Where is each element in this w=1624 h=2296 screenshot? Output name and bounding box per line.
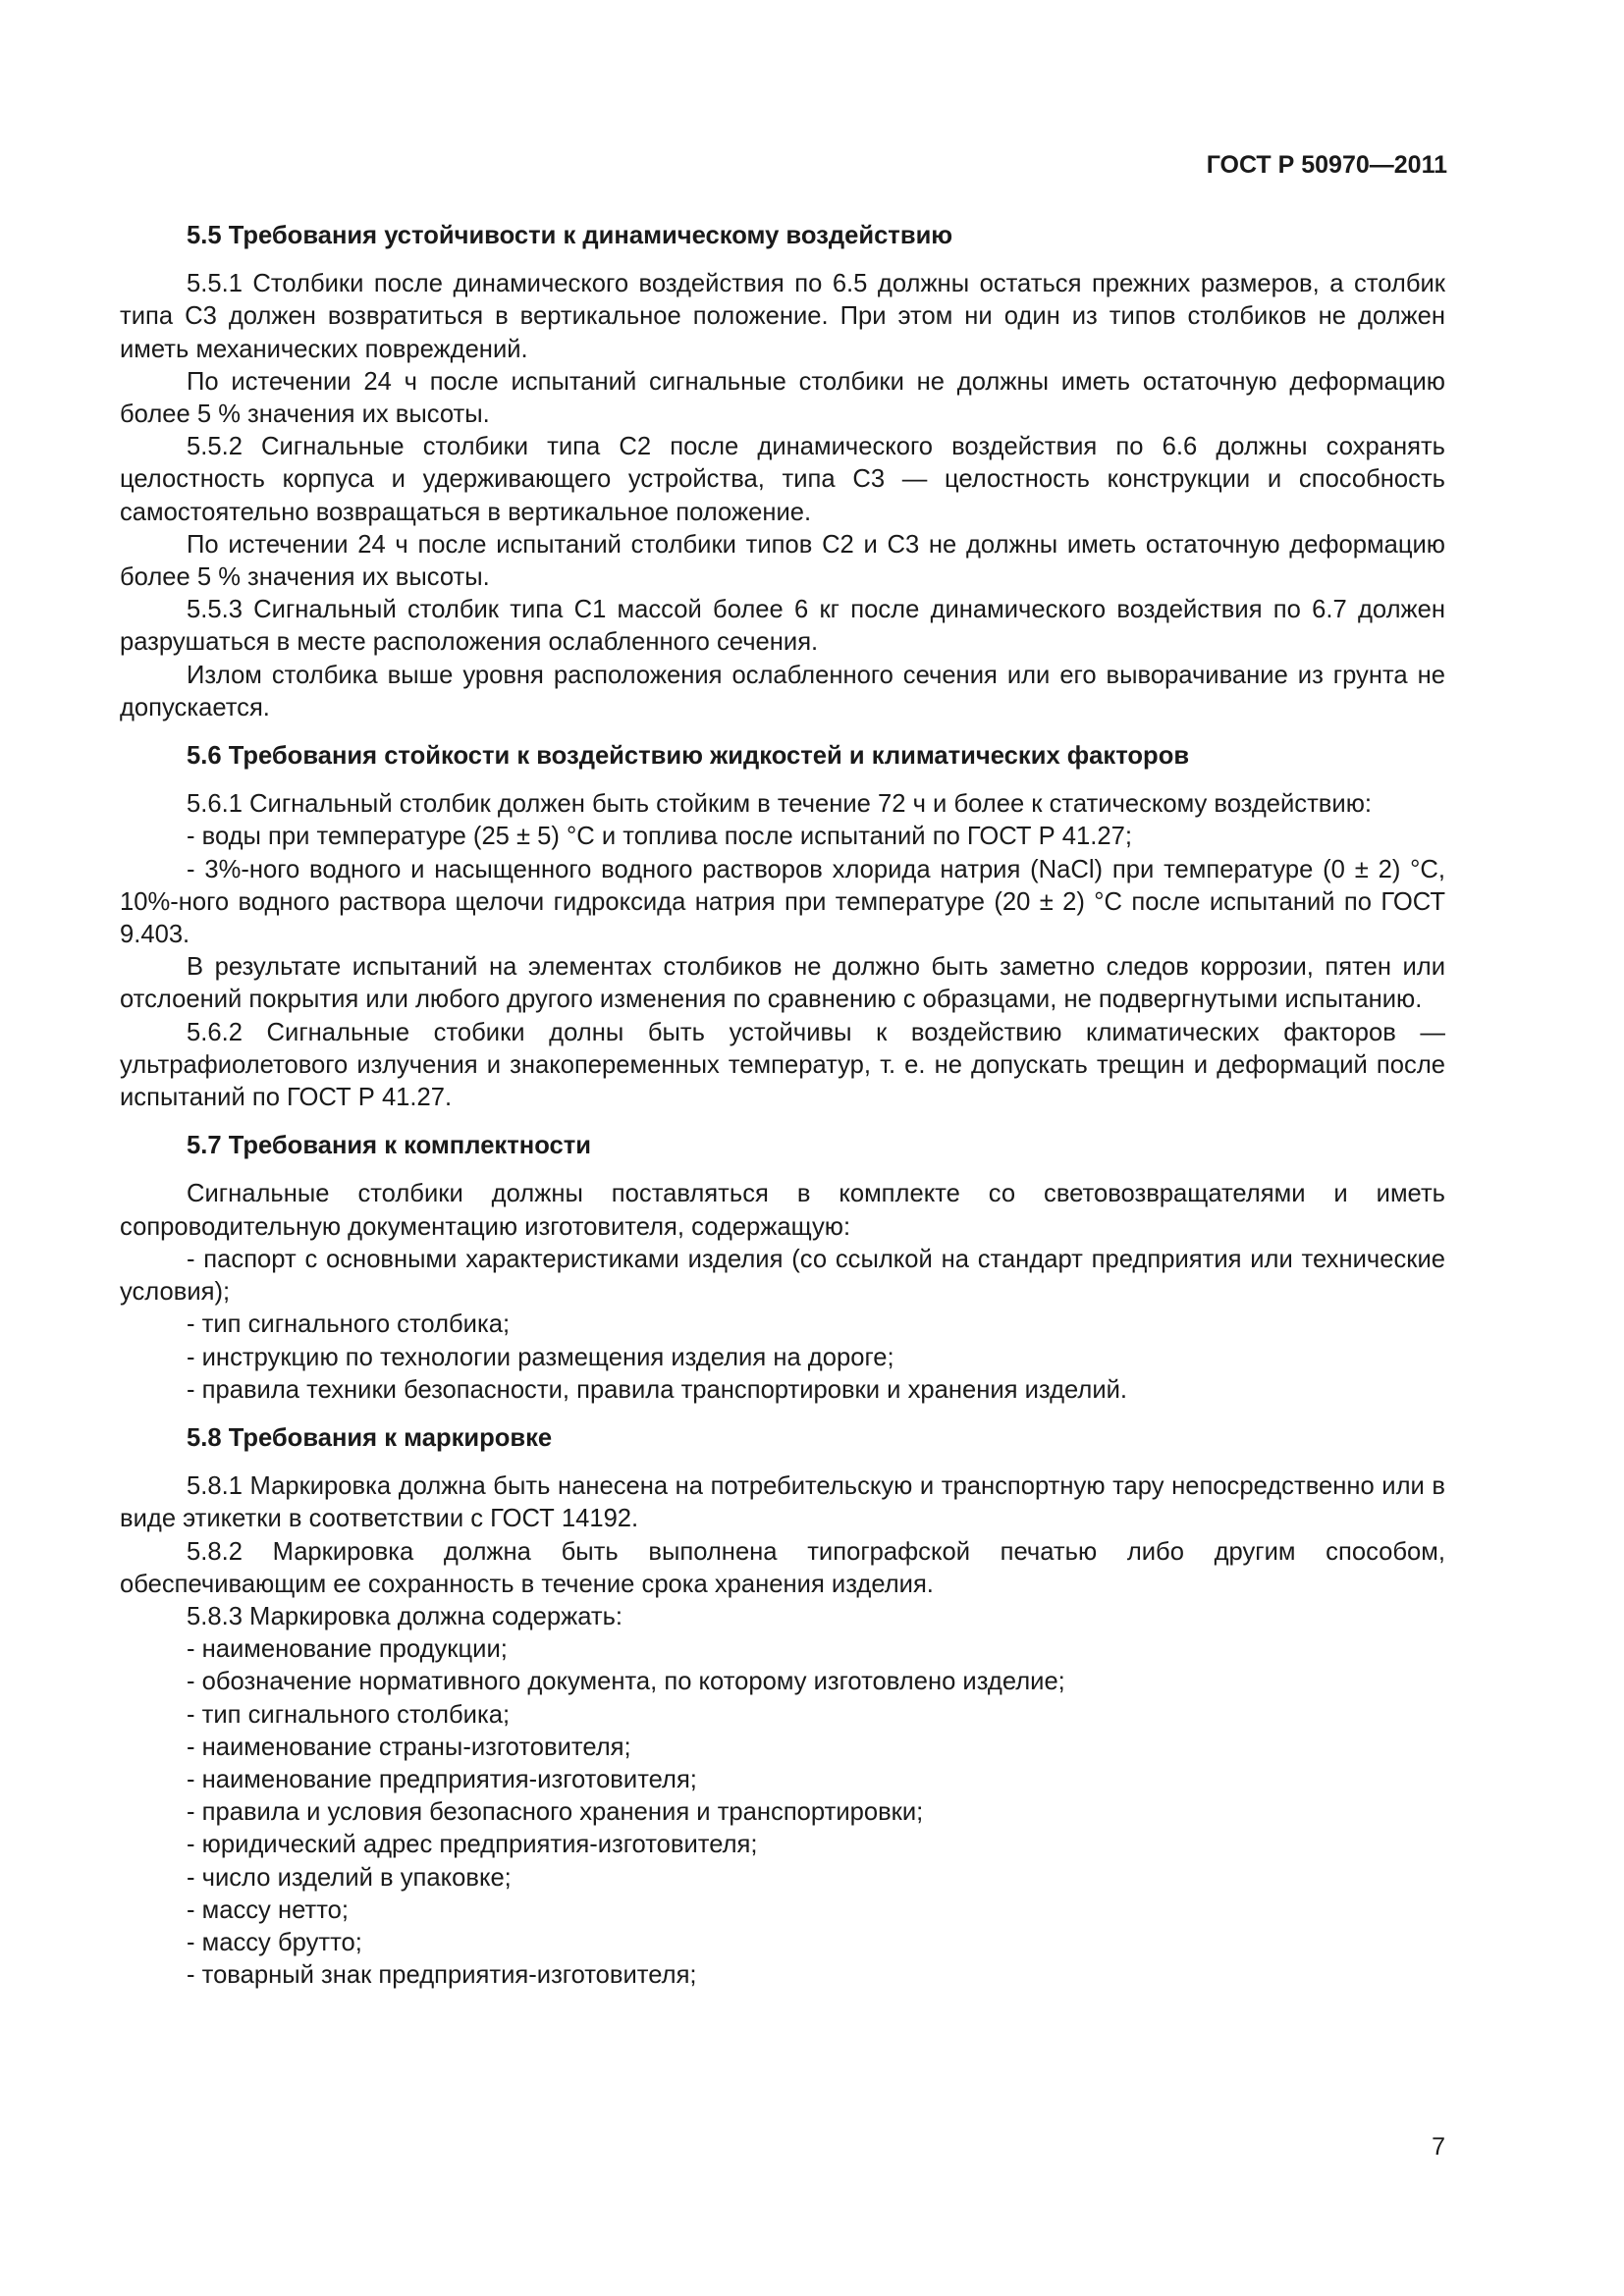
paragraph-5-8-2: 5.8.2 Маркировка должна быть выполнена типографской печатью либо другим способом, обеспечивающим ее сохранность в течение срока хранения изделия. — [120, 1537, 1445, 1598]
paragraph-5-6-2: 5.6.2 Сигнальные стобики долны быть устойчивы к воздействию климатических факторов — ультрафиолетового излучения и знакопеременных температур, т. е. не допускать трещин и деформаций после испытаний по ГОСТ Р 41.27. — [120, 1018, 1445, 1112]
paragraph-5-6-1: 5.6.1 Сигнальный столбик должен быть стойким в течение 72 ч и более к статическому воздействию: — [187, 790, 1373, 819]
section-title-5-5: 5.5 Требования устойчивости к динамическому воздействию — [187, 222, 953, 249]
section-title-5-6: 5.6 Требования стойкости к воздействию жидкостей и климатических факторов — [187, 742, 1190, 771]
list-item: - тип сигнального столбика; — [187, 1310, 511, 1339]
list-item: - обозначение нормативного документа, по которому изготовлено изделие; — [187, 1668, 1065, 1696]
list-item: - наименование предприятия-изготовителя; — [187, 1765, 697, 1793]
list-item: - инструкцию по технологии размещения изделия на дороге; — [187, 1343, 894, 1371]
list-item: - юридический адрес предприятия-изготовителя; — [187, 1831, 758, 1859]
paragraph-5-5-2-deformation: По истечении 24 ч после испытаний столбики типов С2 и С3 не должны иметь остаточную деформацию более 5 % значения их высоты. — [120, 530, 1445, 592]
document-code-header: ГОСТ Р 50970—2011 — [1206, 151, 1447, 179]
paragraph-5-5-3: 5.5.3 Сигнальный столбик типа С1 массой более 6 кг после динамического воздействия по 6.7 должен разрушаться в месте расположения ослабленного сечения. — [120, 596, 1445, 657]
paragraph-5-5-1: 5.5.1 Столбики после динамического воздействия по 6.5 должны остаться прежних размеров, а столбик типа С3 должен возвратиться в вертикальное положение. При этом ни один из типов столбиков не должен иметь механических повреждений. — [120, 270, 1445, 363]
list-item: - воды при температуре (25 ± 5) °С и топлива после испытаний по ГОСТ Р 41.27; — [187, 823, 1132, 851]
list-item: - правила техники безопасности, правила транспортировки и хранения изделий. — [187, 1375, 1128, 1404]
paragraph-5-8-1: 5.8.1 Маркировка должна быть нанесена на потребительскую и транспортную тару непосредственно или в виде этикетки в соответствии с ГОСТ 14192. — [120, 1472, 1445, 1533]
list-item: - паспорт с основными характеристиками изделия (со ссылкой на стандарт предприятия или технические условия); — [120, 1245, 1445, 1307]
paragraph-5-6-1-result: В результате испытаний на элементах столбиков не должно быть заметно следов коррозии, пятен или отслоений покрытия или любого другого изменения по сравнению с образцами, не подвергнутыми испытанию. — [120, 953, 1445, 1014]
list-item: - число изделий в упаковке; — [187, 1863, 512, 1892]
paragraph-5-5-1-deformation: По истечении 24 ч после испытаний сигнальные столбики не должны иметь остаточную деформацию более 5 % значения их высоты. — [120, 367, 1445, 429]
list-item: - товарный знак предприятия-изготовителя; — [187, 1961, 697, 1990]
list-item: - правила и условия безопасного хранения и транспортировки; — [187, 1798, 924, 1827]
paragraph-5-8-3: 5.8.3 Маркировка должна содержать: — [187, 1602, 623, 1630]
list-item: - наименование продукции; — [187, 1635, 508, 1664]
list-item: - массу нетто; — [187, 1896, 349, 1924]
list-item: - тип сигнального столбика; — [187, 1700, 511, 1729]
list-item: - 3%-ного водного и насыщенного водного растворов хлорида натрия (NaCl) при температуре (0 ± 2) °С, 10%-ного водного раствора щелочи гидроксида натрия при температуре (20 ± 2) °С после испытаний по ГОСТ 9.403. — [120, 855, 1445, 949]
list-item: - массу брутто; — [187, 1928, 362, 1956]
document-body — [120, 220, 1445, 1992]
paragraph-5-7: Сигнальные столбики должны поставляться в комплекте со световозвращателями и иметь сопроводительную документацию изготовителя, содержащую: — [120, 1180, 1445, 1241]
page-number: 7 — [1432, 2133, 1445, 2161]
list-item: - наименование страны-изготовителя; — [187, 1733, 631, 1761]
paragraph-5-5-3-break: Излом столбика выше уровня расположения ослабленного сечения или его выворачивание из грунта не допускается. — [120, 661, 1445, 721]
section-title-5-8: 5.8 Требования к маркировке — [187, 1423, 553, 1452]
paragraph-5-5-2: 5.5.2 Сигнальные столбики типа С2 после динамического воздействия по 6.6 должны сохранять целостность корпуса и удерживающего устройства, типа С3 — целостность конструкции и способность самостоятельно возвращаться в вертикальное положение. — [120, 433, 1445, 526]
section-title-5-7: 5.7 Требования к комплектности — [187, 1132, 592, 1160]
